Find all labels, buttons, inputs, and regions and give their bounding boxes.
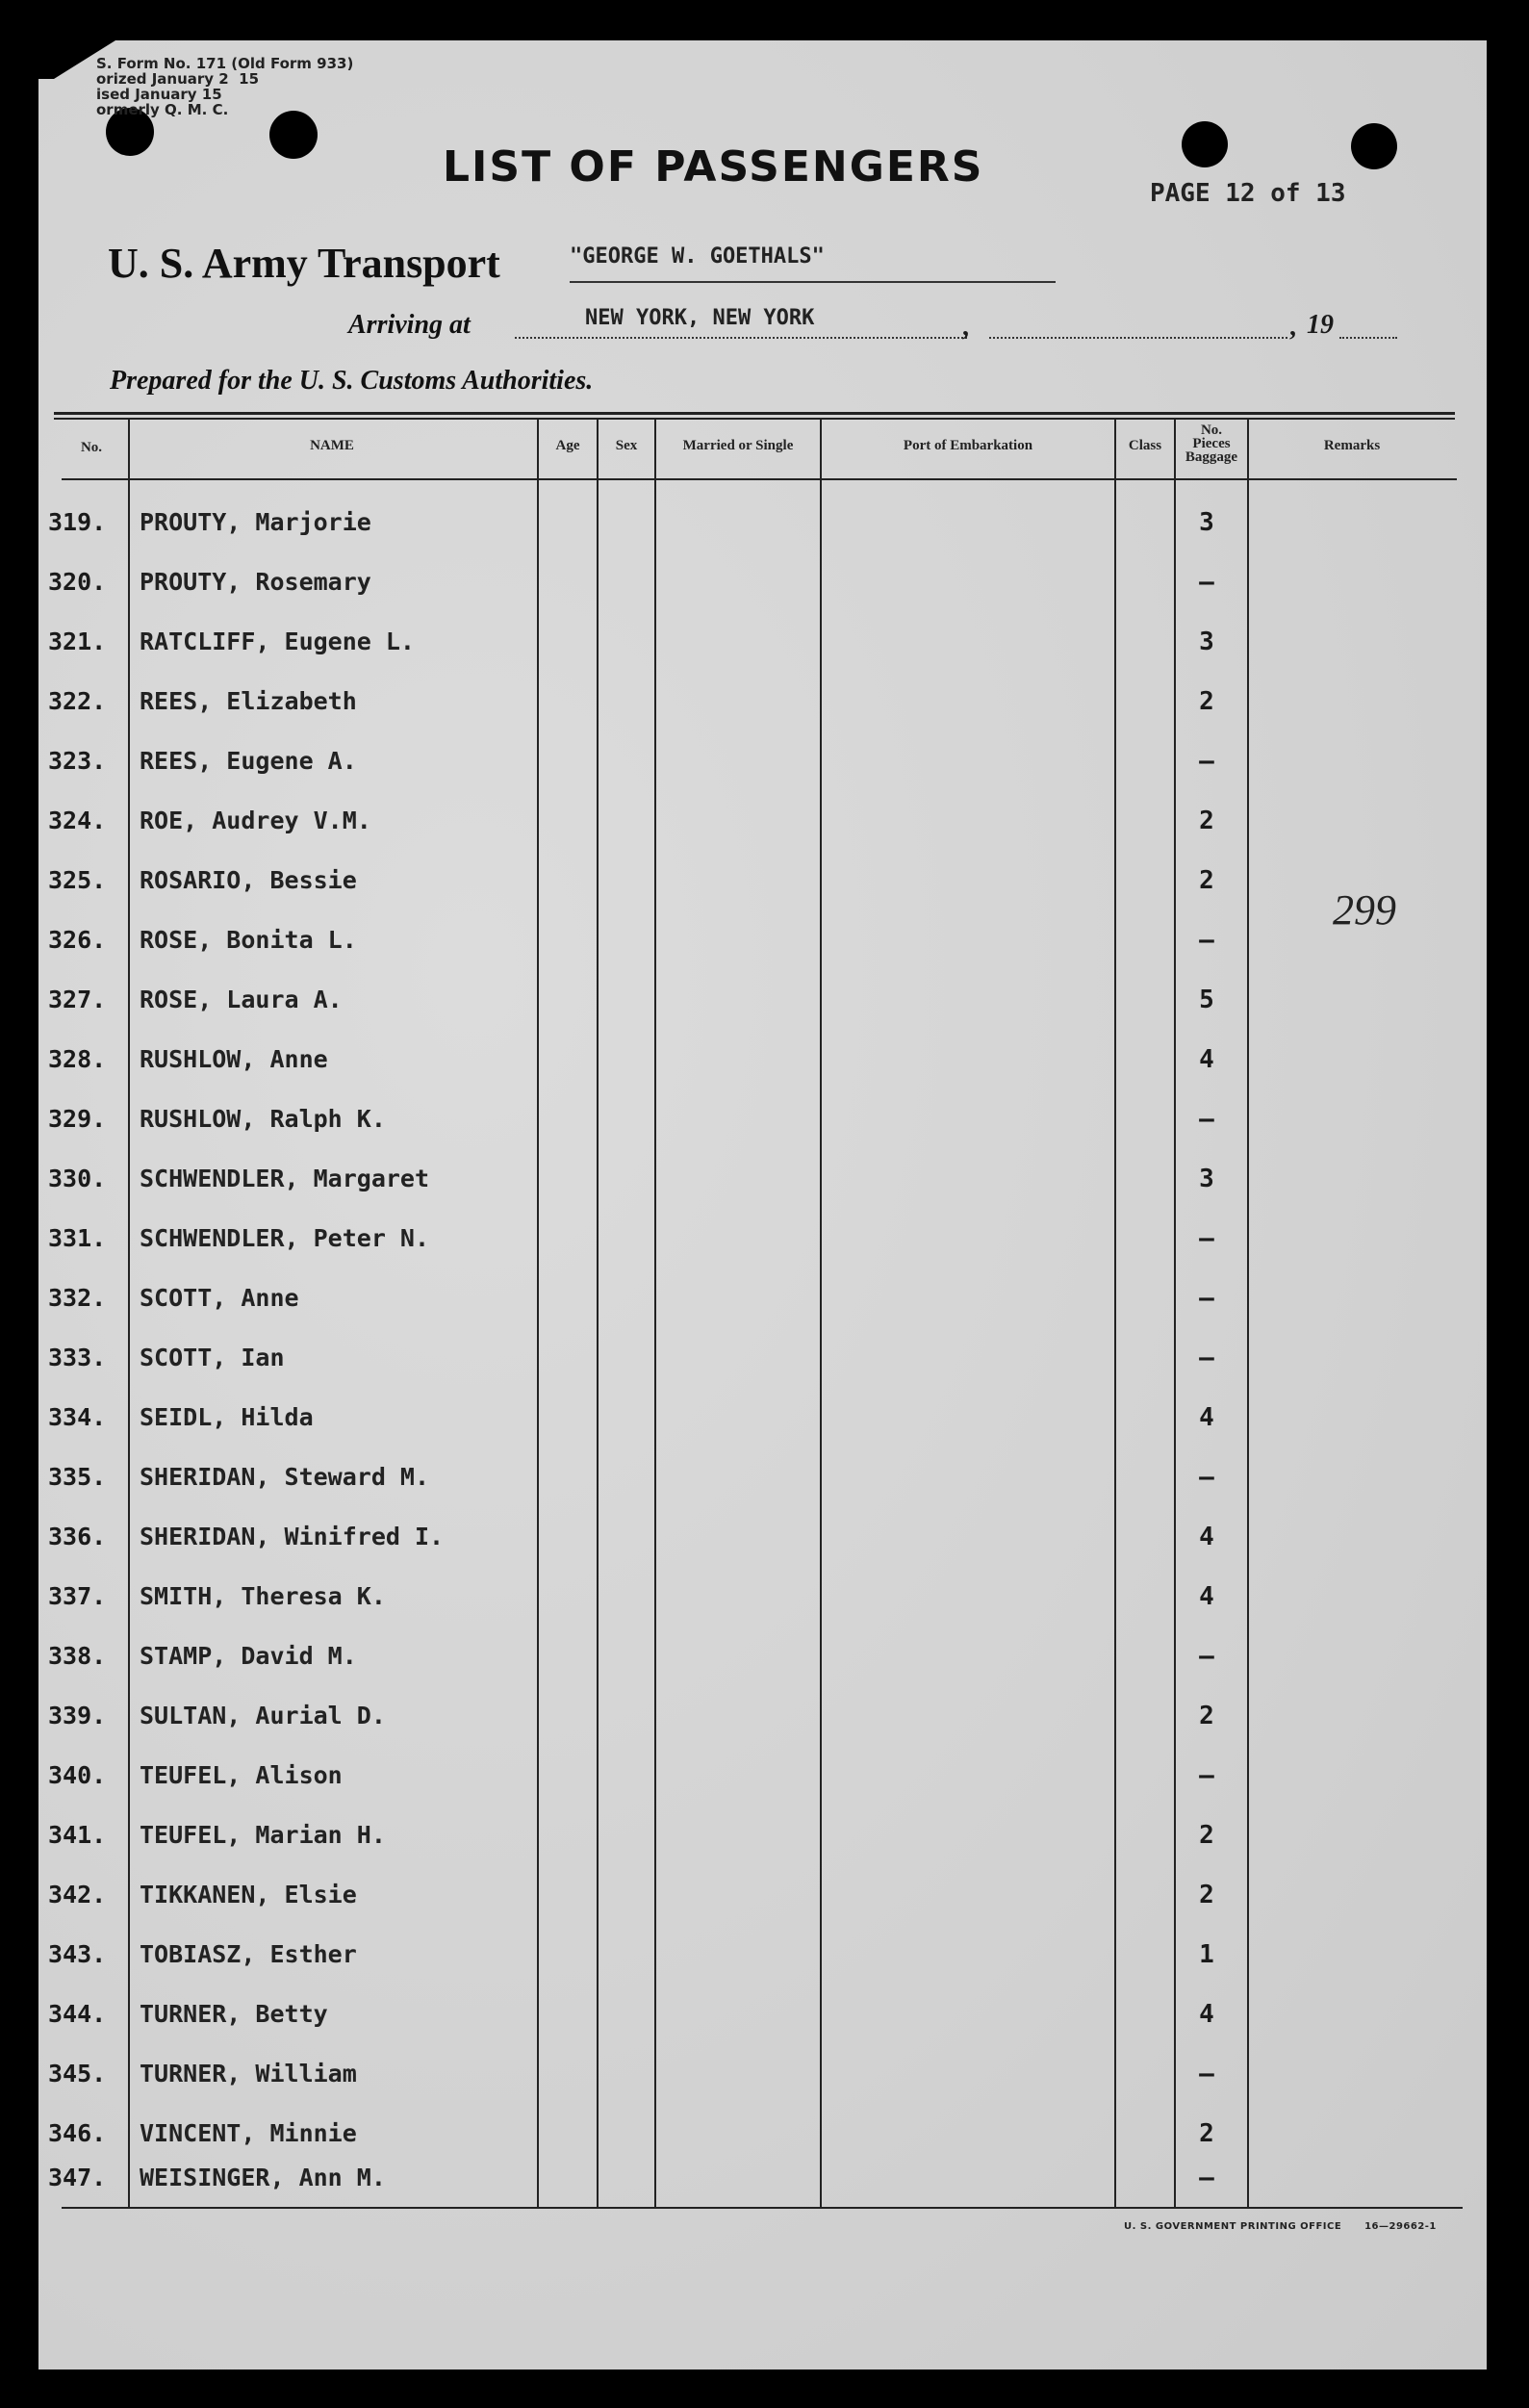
column-divider <box>1247 420 1249 2207</box>
page-title: LIST OF PASSENGERS <box>443 142 984 192</box>
passenger-name: SCOTT, Ian <box>140 1344 285 1371</box>
baggage-count: — <box>1199 2164 1214 2192</box>
date-dotted-line <box>989 337 1287 339</box>
baggage-count: 2 <box>1199 1821 1214 1850</box>
remark-stamp-number: 299 <box>1333 886 1396 934</box>
column-divider <box>128 420 130 2207</box>
ship-name: "GEORGE W. GOETHALS" <box>570 244 825 269</box>
column-divider <box>597 420 599 2207</box>
row-number: 326. <box>48 926 107 954</box>
row-number: 347. <box>48 2164 107 2191</box>
row-number: 327. <box>48 986 107 1013</box>
form-identifier <box>96 56 353 117</box>
row-number: 345. <box>48 2060 107 2088</box>
passenger-name: RUSHLOW, Anne <box>140 1045 328 1073</box>
row-number: 328. <box>48 1045 107 1073</box>
row-number: 341. <box>48 1821 107 1849</box>
arriving-label: Arriving at <box>348 310 471 340</box>
printing-office-footer: U. S. GOVERNMENT PRINTING OFFICE 16—29662-1 <box>1124 2221 1437 2232</box>
header-married: Married or Single <box>682 438 794 453</box>
header-baggage-line-2: Pieces <box>1192 436 1231 451</box>
column-divider <box>654 420 656 2207</box>
table-top-rule-2 <box>54 418 1455 420</box>
header-baggage-line-1: No. <box>1200 423 1223 438</box>
header-age: Age <box>555 438 580 453</box>
row-number: 332. <box>48 1284 107 1312</box>
baggage-count: 4 <box>1199 1523 1214 1551</box>
passenger-name: TURNER, William <box>140 2060 357 2088</box>
year-dotted-line <box>1339 337 1397 339</box>
header-remarks: Remarks <box>1323 438 1381 453</box>
passenger-name: SHERIDAN, Steward M. <box>140 1463 430 1491</box>
passenger-name: SULTAN, Aurial D. <box>140 1702 386 1729</box>
header-baggage <box>1176 423 1247 464</box>
row-number: 333. <box>48 1344 107 1371</box>
row-number: 325. <box>48 866 107 894</box>
baggage-count: — <box>1199 1284 1214 1313</box>
prepared-for-note: Prepared for the U. S. Customs Authorities. <box>110 366 594 396</box>
header-name: NAME <box>310 438 354 453</box>
baggage-count: 4 <box>1199 1582 1214 1611</box>
row-number: 330. <box>48 1165 107 1192</box>
baggage-count: 3 <box>1199 1165 1214 1193</box>
baggage-count: 1 <box>1199 1940 1214 1969</box>
passenger-name: ROSARIO, Bessie <box>140 866 357 894</box>
row-number: 346. <box>48 2119 107 2147</box>
form-id-line-2: orized January 2 15 <box>96 70 260 88</box>
baggage-count: 4 <box>1199 1403 1214 1432</box>
baggage-count: 4 <box>1199 2000 1214 2029</box>
row-number: 344. <box>48 2000 107 2028</box>
form-id-line-1: S. Form No. 171 (Old Form 933) <box>96 55 354 72</box>
passenger-name: WEISINGER, Ann M. <box>140 2164 386 2191</box>
passenger-name: PROUTY, Rosemary <box>140 568 371 596</box>
passenger-name: ROE, Audrey V.M. <box>140 807 371 834</box>
baggage-count: — <box>1199 1642 1214 1671</box>
header-class: Class <box>1128 438 1162 453</box>
form-id-line-3: ised January 15 <box>96 86 222 103</box>
baggage-count: — <box>1199 926 1214 955</box>
baggage-count: — <box>1199 2060 1214 2088</box>
arriving-comma: , <box>962 312 969 342</box>
row-number: 323. <box>48 747 107 775</box>
passenger-name: TIKKANEN, Elsie <box>140 1881 357 1908</box>
column-divider <box>820 420 822 2207</box>
passenger-name: SEIDL, Hilda <box>140 1403 314 1431</box>
passenger-name: PROUTY, Marjorie <box>140 508 371 536</box>
punch-hole-right-1 <box>1182 121 1228 167</box>
punch-hole-left-2 <box>269 111 318 159</box>
header-no: No. <box>80 440 103 455</box>
passenger-name: SHERIDAN, Winifred I. <box>140 1523 445 1550</box>
row-number: 329. <box>48 1105 107 1133</box>
year-prefix: 19 <box>1307 310 1334 340</box>
row-number: 343. <box>48 1940 107 1968</box>
passenger-name: TEUFEL, Alison <box>140 1761 343 1789</box>
passenger-name: TURNER, Betty <box>140 2000 328 2028</box>
punch-hole-right-2 <box>1351 123 1397 169</box>
header-baggage-line-3: Baggage <box>1185 449 1238 465</box>
baggage-count: 2 <box>1199 1881 1214 1909</box>
row-number: 340. <box>48 1761 107 1789</box>
column-divider <box>1114 420 1116 2207</box>
row-number: 337. <box>48 1582 107 1610</box>
baggage-count: — <box>1199 568 1214 597</box>
passenger-name: TEUFEL, Marian H. <box>140 1821 386 1849</box>
passenger-name: SCHWENDLER, Margaret <box>140 1165 430 1192</box>
baggage-count: — <box>1199 1761 1214 1790</box>
baggage-count: 2 <box>1199 2119 1214 2148</box>
row-number: 320. <box>48 568 107 596</box>
row-number: 331. <box>48 1224 107 1252</box>
passenger-name: REES, Elizabeth <box>140 687 357 715</box>
date-comma: , <box>1289 312 1296 342</box>
form-id-line-4: ormerly Q. M. C. <box>96 101 229 118</box>
baggage-count: 4 <box>1199 1045 1214 1074</box>
transport-label: U. S. Army Transport <box>108 240 500 287</box>
row-number: 322. <box>48 687 107 715</box>
row-number: 338. <box>48 1642 107 1670</box>
row-number: 336. <box>48 1523 107 1550</box>
passenger-name: TOBIASZ, Esther <box>140 1940 357 1968</box>
baggage-count: — <box>1199 747 1214 776</box>
arriving-dotted-line <box>515 337 967 339</box>
row-number: 339. <box>48 1702 107 1729</box>
baggage-count: 2 <box>1199 807 1214 835</box>
baggage-count: — <box>1199 1224 1214 1253</box>
baggage-count: 3 <box>1199 628 1214 656</box>
passenger-name: RATCLIFF, Eugene L. <box>140 628 415 655</box>
passenger-name: SMITH, Theresa K. <box>140 1582 386 1610</box>
row-number: 334. <box>48 1403 107 1431</box>
passenger-name: ROSE, Bonita L. <box>140 926 357 954</box>
row-number: 319. <box>48 508 107 536</box>
passenger-name: VINCENT, Minnie <box>140 2119 357 2147</box>
arrival-port: NEW YORK, NEW YORK <box>585 306 815 330</box>
page-indicator: PAGE 12 of 13 <box>1150 179 1346 208</box>
row-number: 342. <box>48 1881 107 1908</box>
header-port: Port of Embarkation <box>903 438 1033 453</box>
passenger-name: SCHWENDLER, Peter N. <box>140 1224 430 1252</box>
baggage-count: 2 <box>1199 866 1214 895</box>
row-number: 321. <box>48 628 107 655</box>
table-top-rule <box>54 412 1455 415</box>
baggage-count: — <box>1199 1105 1214 1134</box>
baggage-count: — <box>1199 1344 1214 1372</box>
passenger-name: SCOTT, Anne <box>140 1284 299 1312</box>
column-divider <box>537 420 539 2207</box>
table-bottom-rule <box>62 2207 1463 2209</box>
header-sex: Sex <box>615 438 638 453</box>
baggage-count: 3 <box>1199 508 1214 537</box>
baggage-count: 2 <box>1199 1702 1214 1730</box>
passenger-name: ROSE, Laura A. <box>140 986 343 1013</box>
passenger-name: STAMP, David M. <box>140 1642 357 1670</box>
row-number: 324. <box>48 807 107 834</box>
baggage-count: 5 <box>1199 986 1214 1014</box>
ship-name-underline <box>570 281 1056 283</box>
row-number: 335. <box>48 1463 107 1491</box>
baggage-count: — <box>1199 1463 1214 1492</box>
passenger-name: REES, Eugene A. <box>140 747 357 775</box>
baggage-count: 2 <box>1199 687 1214 716</box>
passenger-name: RUSHLOW, Ralph K. <box>140 1105 386 1133</box>
